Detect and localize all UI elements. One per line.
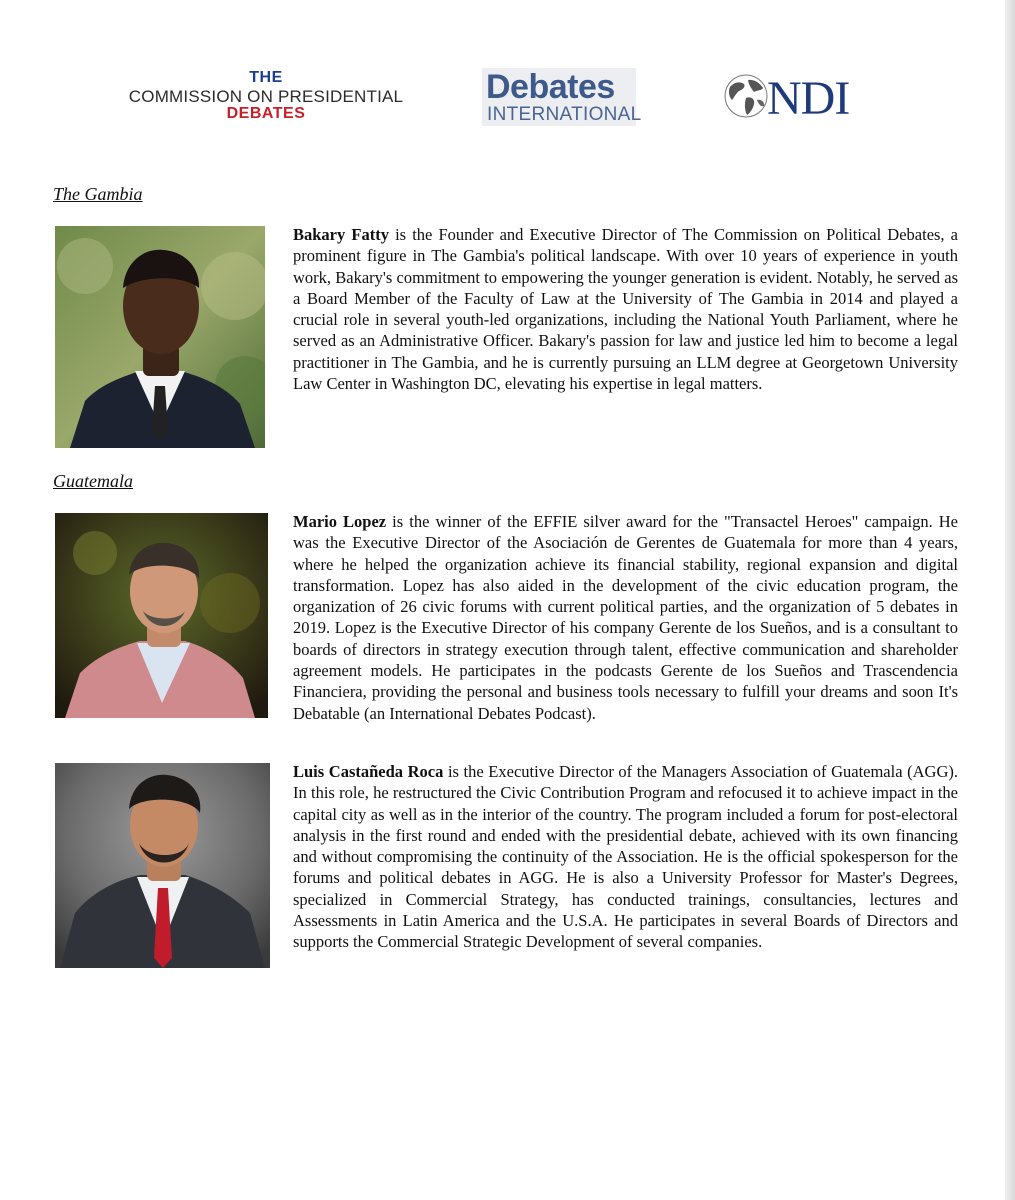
di-logo-line1: Debates <box>486 68 615 106</box>
di-logo-line2: INTERNATIONAL <box>487 104 642 125</box>
globe-icon <box>724 72 770 120</box>
bio-text-luis-castaneda-roca: is the Executive Director of the Managers Association of Guatemala (AGG). In this role, he restructured the Civic Contribution Program and refocused it to achieve impact in the capital city as well as in the interior of the country. The program included a forum for post-electoral analysis in the first round and ended with the presidential debate, achieved with its own financing and without compromising the continuity of the Association. He is the official spokesperson for the forums and political debates in AGG. He is also a University Professor for Master's Degrees, specialized in Commercial Strategy, has conducted trainings, consultancies, lectures and Assessments in Latin America and the U.S.A. He participates in several Boards of Directors and supports the Commercial Strategic Development of several companies. <box>293 762 958 952</box>
country-heading-gambia: The Gambia <box>53 184 143 204</box>
photo-bakary-fatty <box>55 226 265 448</box>
ndi-logo-text: NDI <box>767 72 850 125</box>
country-heading-guatemala: Guatemala <box>53 471 133 491</box>
photo-mario-lopez <box>55 513 268 718</box>
cpd-logo-line2: COMMISSION ON PRESIDENTIAL <box>128 87 404 106</box>
photo-luis-castaneda-roca <box>55 763 270 968</box>
debates-international-logo <box>482 68 642 126</box>
page-edge <box>1005 0 1015 1200</box>
bio-text-bakary-fatty: is the Founder and Executive Director of The Commission on Political Debates, a prominent figure in The Gambia's political landscape. With over 10 years of experience in youth work, Bakary's commitment to empowering the younger generation is evident. Notably, he served as a Board Member of the Faculty of Law at the University of The Gambia in 2014 and played a crucial role in several youth-led organizations, including the National Youth Parliament, where he served as an Administrative Officer. Bakary's passion for law and justice led him to become a legal practitioner in The Gambia, and he is currently pursuing an LLM degree at Georgetown University Law Center in Washington DC, elevating his expertise in legal matters. <box>293 225 958 394</box>
bio-text-mario-lopez: is the winner of the EFFIE silver award for the "Transactel Heroes" campaign. He was the Executive Director of the Asociación de Gerentes de Guatemala for more than 4 years, where he helped the organization achieve its financial stability, regional expansion and digital transformation. Lopez has also aided in the development of the civic education program, the organization of 26 civic forums with current political parties, and the organization of 5 debates in 2019. Lopez is the Executive Director of his company Gerente de los Sueños, and is a consultant to boards of directors in strategy execution through talent, effective communication and shareholder agreement models. He participates in the podcasts Gerente de los Sueños and Trascendencia Financiera, providing the personal and business tools necessary to fulfill your dreams and soon It's Debatable (an International Debates Podcast). <box>293 512 958 723</box>
bio-luis-castaneda-roca <box>293 761 958 953</box>
ndi-logo <box>724 70 884 124</box>
bio-mario-lopez <box>293 511 958 724</box>
name-luis-castaneda-roca: Luis Castañeda Roca <box>293 762 444 781</box>
bio-bakary-fatty <box>293 224 958 394</box>
cpd-logo <box>126 70 406 122</box>
cpd-logo-line1: THE <box>249 69 283 86</box>
cpd-logo-line3: DEBATES <box>226 105 306 122</box>
name-bakary-fatty: Bakary Fatty <box>293 225 389 244</box>
name-mario-lopez: Mario Lopez <box>293 512 387 531</box>
